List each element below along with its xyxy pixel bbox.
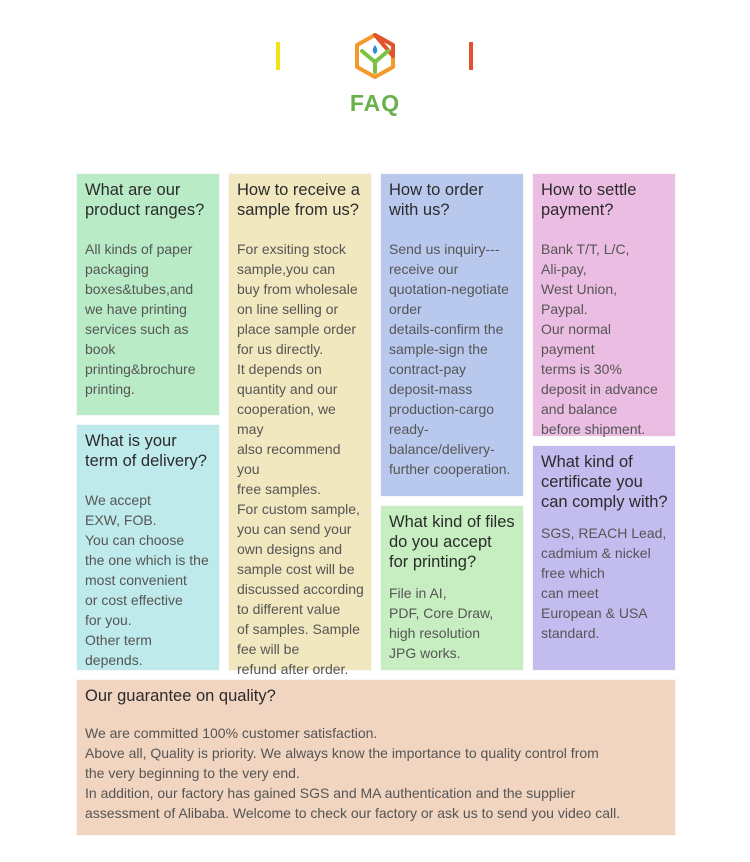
faq-answer: SGS, REACH Lead, cadmium & nickel free which can meet European & USA standard. xyxy=(541,525,667,641)
faq-title: FAQ xyxy=(349,90,401,116)
faq-answer: We accept EXW, FOB. You can choose the one which is the most convenient or cost effective for you. Other term depends. xyxy=(85,492,209,668)
faq-question: How to settle payment? xyxy=(541,181,637,219)
faq-answer: For exsiting stock sample,you can buy from wholesale on line selling or place sample order for us directly. It depends on quantity and our cooperation, we may also recommend you free samples. For custom sample, you can send your own designs and sample cost will be discussed according to different value of samples. Sample fee will be refund after order. xyxy=(237,241,364,677)
header-accent-bar-left xyxy=(276,42,280,70)
faq-card-quality-guarantee xyxy=(77,680,675,835)
faq-answer: We are committed 100% customer satisfaction. Above all, Quality is priority. We always know the importance to quality control from the very beginning to the very end. In addition, our factory has gained SGS and MA authentication and the supplier assessment of Alibaba. Welcome to check our factory or ask us to send you video call. xyxy=(85,725,621,821)
faq-answer: File in AI, PDF, Core Draw, high resolution JPG works. xyxy=(389,585,494,661)
faq-card-certificates xyxy=(533,446,675,670)
faq-answer: Bank T/T, L/C, Ali-pay, West Union, Paypal. Our normal payment terms is 30% deposit in advance and balance before shipment. xyxy=(541,241,658,437)
faq-question: How to receive a sample from us? xyxy=(237,181,360,219)
faq-question: Our guarantee on quality? xyxy=(85,687,276,705)
faq-question: What kind of certificate you can comply with? xyxy=(541,453,668,511)
faq-answer: Send us inquiry--- receive our quotation-negotiate order details-confirm the sample-sign the contract-pay deposit-mass production-cargo ready- balance/delivery- further cooperation. xyxy=(389,241,511,477)
faq-card-receive-sample xyxy=(229,174,371,677)
faq-card-files-accepted xyxy=(381,506,523,670)
faq-question: What is your term of delivery? xyxy=(85,432,207,470)
faq-card-term-of-delivery xyxy=(77,425,219,670)
faq-question: What kind of files do you accept for printing? xyxy=(389,513,515,571)
faq-card-product-ranges xyxy=(77,174,219,415)
header-accent-bar-right xyxy=(469,42,473,70)
faq-card-how-to-order xyxy=(381,174,523,496)
faq-question: How to order with us? xyxy=(389,181,484,219)
hexagon-person-icon xyxy=(351,32,399,80)
faq-card-settle-payment xyxy=(533,174,675,436)
faq-answer: All kinds of paper packaging boxes&tubes,and we have printing services such as book printing&brochure printing. xyxy=(85,241,196,397)
faq-question: What are our product ranges? xyxy=(85,181,205,219)
